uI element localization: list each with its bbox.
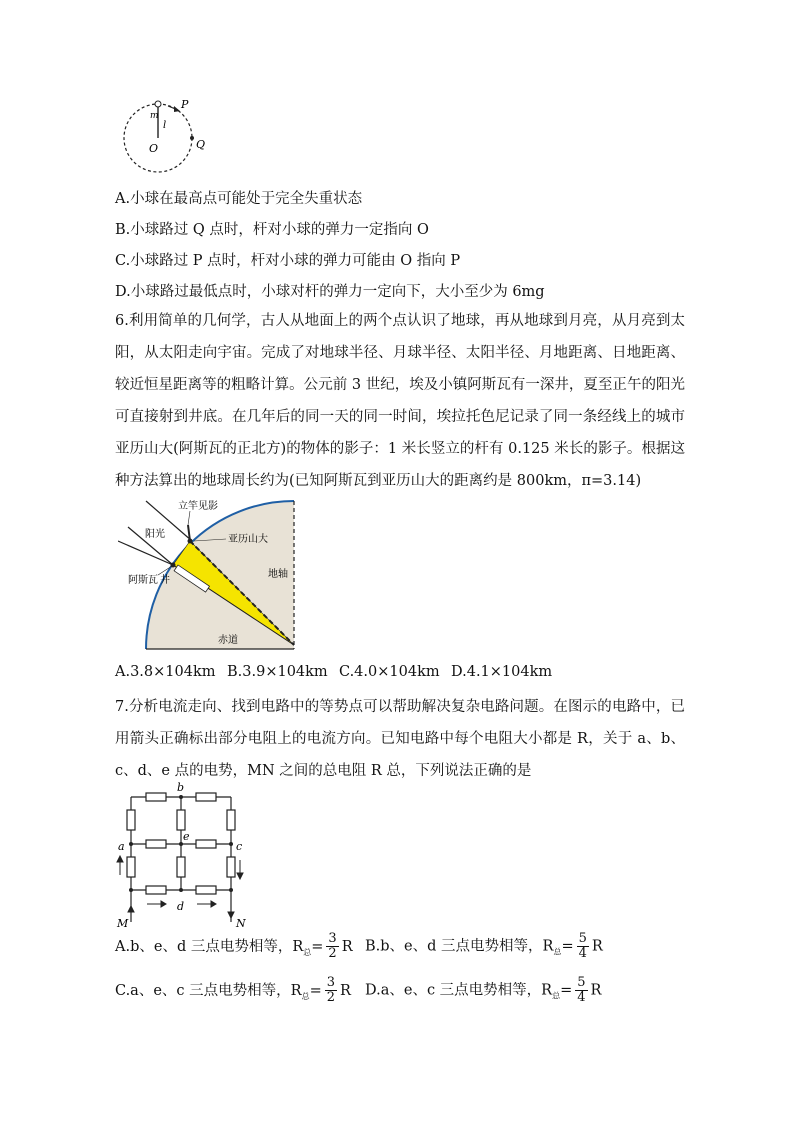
resistor <box>196 840 216 848</box>
resistor <box>146 886 166 894</box>
q6-option-c: C.4.0×104km <box>339 664 440 680</box>
resistor <box>227 810 235 830</box>
q6-question-text: 6.利用简单的几何学，古人从地面上的两个点认识了地球，再从地球到月亮，从月亮到太阳，从太阳走向宇宙。完成了对地球半径、月球半径、太阳半径、月地距离、日地距离、较近恒星距离等的粗略计算。公元前 3 世纪，埃及小镇阿斯瓦有一深井，夏至正午的阳光可直接射到井底。在几年后的同一天的同一时间，埃拉托色尼记录了同一条经线上的城市亚历山大(阿斯瓦的正北方)的物体的影子：1 米长竖立的杆有 0.125 米长的影子。根据这种方法算出的地球周长约为(已知阿斯瓦到亚历山大的距离约是 800km，π=3.14) <box>115 313 685 489</box>
q5-figure <box>118 92 218 178</box>
sunray-3 <box>118 541 173 565</box>
label-shadow: 立竿见影 <box>178 501 218 512</box>
node-n: N <box>236 917 246 930</box>
point-q <box>190 136 194 140</box>
q7-question-text: 7.分析电流走向、找到电路中的等势点可以帮助解决复杂电路问题。在图示的电路中，已用箭头正确标出部分电阻上的电流方向。已知电路中每个电阻大小都是 R，关于 a、b、c、d、e 点的电势，MN 之间的总电阻 R 总，下列说法正确的是 <box>115 699 685 779</box>
resistor <box>146 840 166 848</box>
label-equator: 赤道 <box>218 635 238 646</box>
resistor <box>177 857 185 877</box>
resistor <box>196 793 216 801</box>
node-d: d <box>177 900 185 913</box>
q6-figure <box>118 497 298 655</box>
resistor <box>227 857 235 877</box>
q7-option-d: D.a、e、c 三点电势相等，$R_总=$ $\frac{5}{4}$ R <box>365 975 602 1005</box>
q6-options <box>115 664 563 680</box>
label-q: Q <box>196 138 206 151</box>
label-m: m <box>150 111 159 121</box>
label-alexandria: 亚历山大 <box>228 534 268 545</box>
node-a: a <box>118 840 125 853</box>
resistor <box>146 793 166 801</box>
node-m: M <box>117 917 129 930</box>
resistor <box>196 886 216 894</box>
q7-figure <box>115 780 255 930</box>
node-e: e <box>183 830 190 843</box>
q7-options-row1 <box>115 931 603 961</box>
q5-option-b: B.小球路过 Q 点时，杆对小球的弹力一定指向 O <box>115 222 429 238</box>
label-o: O <box>149 142 159 155</box>
q7-option-c: C.a、e、c 三点电势相等，$R_总=$ $\frac{3}{2}$ R <box>115 975 351 1005</box>
resistor <box>127 810 135 830</box>
q7-option-a: A.b、e、d 三点电势相等，$R_总=$ $\frac{3}{2}$ R <box>115 931 353 961</box>
node-c: c <box>236 840 243 853</box>
label-axis: 地轴 <box>268 569 288 580</box>
q5-option-d: D.小球路过最低点时，小球对杆的弹力一定向下，大小至少为 6mg <box>115 284 545 300</box>
q6-option-b: B.3.9×104km <box>227 664 328 680</box>
label-l: l <box>163 120 167 131</box>
q5-option-a: A.小球在最高点可能处于完全失重状态 <box>115 191 363 207</box>
q7-options-row2 <box>115 975 602 1005</box>
q6-option-a: A.3.8×104km <box>115 664 216 680</box>
q5-option-c: C.小球路过 P 点时，杆对小球的弹力可能由 O 指向 P <box>115 253 461 269</box>
resistor <box>177 810 185 830</box>
label-aswan: 阿斯瓦 <box>128 575 158 586</box>
q7-option-b: B.b、e、d 三点电势相等，$R_总=$ $\frac{5}{4}$ R <box>365 931 603 961</box>
node-b: b <box>177 781 185 794</box>
resistor <box>127 857 135 877</box>
label-p: P <box>181 98 189 111</box>
ball <box>155 101 161 107</box>
direction-arrow <box>174 106 180 112</box>
q6-option-d: D.4.1×104km <box>451 664 553 680</box>
label-sun: 阳光 <box>145 529 165 540</box>
label-well: 井 <box>160 575 170 586</box>
